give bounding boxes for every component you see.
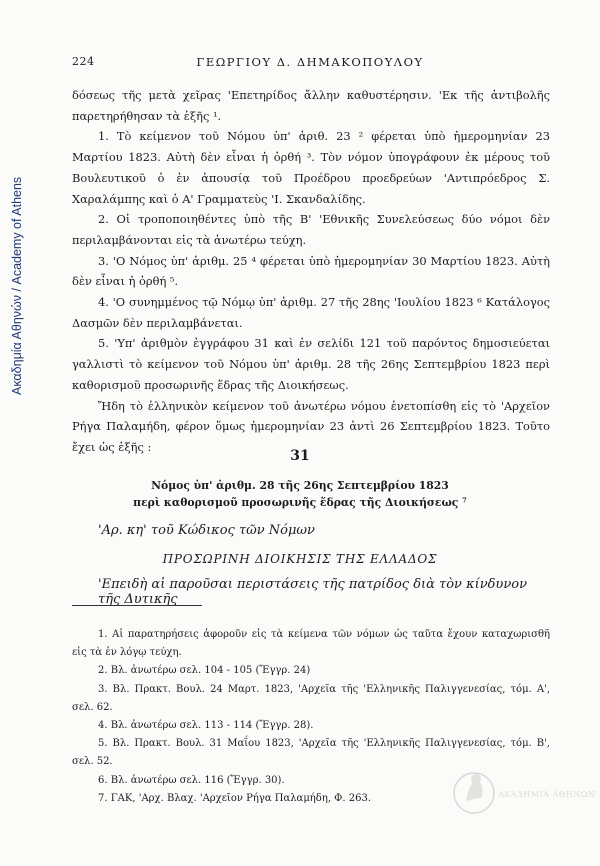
footnote-separator bbox=[72, 605, 202, 606]
paragraph-continuation: δόσεως τῆς μετὰ χεῖρας 'Επετηρίδος ἄλλην καθυστέρησιν. 'Εκ τῆς ἀντιβολῆς παρετηρήθησαν τὰ ἑξῆς ¹. bbox=[72, 88, 550, 123]
academy-side-label-text: Ακαδημία Αθηνών / Academy of Athens bbox=[10, 176, 24, 395]
law-title-line-2: περὶ καθορισμοῦ προσωρινῆς ἕδρας τῆς Διοικήσεως ⁷ bbox=[133, 496, 467, 509]
footnote-4: 4. Βλ. ἀνωτέρω σελ. 113 - 114 (Ἔγγρ. 28). bbox=[98, 720, 314, 732]
footnote-1: 1. Αἱ παρατηρήσεις ἀφοροῦν εἰς τὰ κείμενα τῶν νόμων ὡς ταῦτα ἔχουν καταχωρισθῆ εἰς τὰ ἐν λόγῳ τεύχη. bbox=[72, 629, 550, 659]
government-heading: ΠΡΟΣΩΡΙΝΗ ΔΙΟΙΚΗΣΙΣ ΤΗΣ ΕΛΛΑΔΟΣ bbox=[162, 552, 438, 566]
law-title-line-1: Νόμος ὑπ' ἀριθμ. 28 τῆς 26ης Σεπτεμβρίου 1823 bbox=[151, 479, 449, 492]
footnote-6: 6. Βλ. ἀνωτέρω σελ. 116 (Ἔγγρ. 30). bbox=[98, 774, 285, 786]
footnote-5: 5. Βλ. Πρακτ. Βουλ. 31 Μαΐου 1823, 'Αρχεῖα τῆς 'Ελληνικῆς Παλιγγενεσίας, τόμ. Β', σελ. 52. bbox=[72, 738, 550, 768]
paragraph-note-5: 5. 'Υπ' ἀριθμὸν ἐγγράφου 31 καὶ ἐν σελίδι 121 τοῦ παρόντος δημοσιεύεται γαλλιστὶ τὸ κείμενον τοῦ Νόμου ὑπ' ἀριθμ. 28 τῆς 26ης Σεπτεμβρίου 1823 περὶ καθορισμοῦ προσωρινῆς ἕδρας τῆς Διοικήσεως. bbox=[72, 336, 550, 392]
page-number: 224 bbox=[72, 55, 95, 68]
paragraph-archive: Ἤδη τὸ ἑλληνικὸν κείμενον τοῦ ἀνωτέρω νόμου ἐνετοπίσθη εἰς τὸ 'Αρχεῖον Ρήγα Παλαμήδη, φέρον ὅμως ἡμερομηνίαν 23 ἀντὶ 26 Σεπτεμβρίου 1823. Τοῦτο ἔχει ὡς ἑξῆς : bbox=[72, 398, 550, 454]
law-preamble: 'Επειδὴ αἱ παροῦσαι περιστάσεις τῆς πατρίδος διὰ τὸν κίνδυνον τῆς Δυτικῆς bbox=[98, 577, 527, 607]
paragraph-note-2: 2. Οἱ τροποποιηθέντες ὑπὸ τῆς Β' 'Εθνικῆς Συνελεύσεως δύο νόμοι δὲν περιλαμβάνονται εἰς τὰ ἀνωτέρω τεύχη. bbox=[72, 212, 550, 247]
watermark-text: ΑΚΑΔΗΜΙΑ ΑΘΗΝΩΝ bbox=[498, 790, 596, 799]
code-reference: 'Αρ. κη' τοῦ Κώδικος τῶν Νόμων bbox=[98, 523, 315, 538]
page-header bbox=[72, 55, 548, 73]
footnote-2: 2. Βλ. ἀνωτέρω σελ. 104 - 105 (Ἔγγρ. 24) bbox=[98, 665, 311, 677]
running-title: ΓΕΩΡΓΙΟΥ Δ. ΔΗΜΑΚΟΠΟΥΛΟΥ bbox=[196, 55, 424, 69]
document-number: 31 bbox=[290, 448, 310, 464]
footnote-7: 7. ΓΑΚ, 'Αρχ. Βλαχ. 'Αρχεῖον Ρήγα Παλαμήδη, Φ. 263. bbox=[98, 792, 371, 804]
paragraph-note-1: 1. Τὸ κείμενον τοῦ Νόμου ὑπ' ἀριθ. 23 ² φέρεται ὑπὸ ἡμερομηνίαν 23 Μαρτίου 1823. Αὐτὴ δὲν εἶναι ἡ ὀρθή ³. Τὸν νόμον ὑπογράφουν ἐκ μέρους τοῦ Βουλευτικοῦ ὁ ἐν ἀπουσίᾳ τοῦ Προέδρου προεδρεύων 'Αντιπρόεδρος Σ. Χαραλάμπης καὶ ὁ Α' Γραμματεὺς 'Ι. Σκανδαλίδης. bbox=[72, 129, 550, 206]
body-text bbox=[72, 85, 550, 458]
law-title bbox=[0, 477, 600, 511]
footnote-3: 3. Βλ. Πρακτ. Βουλ. 24 Μαρτ. 1823, 'Αρχεῖα τῆς 'Ελληνικῆς Παλιγγενεσίας, τόμ. Α', σελ. 62. bbox=[72, 683, 550, 713]
paragraph-note-3: 3. 'Ο Νόμος ὑπ' ἀριθμ. 25 ⁴ φέρεται ὑπὸ ἡμερομηνίαν 30 Μαρτίου 1823. Αὐτὴ δὲν εἶναι ἡ ὀρθή ⁵. bbox=[72, 253, 550, 289]
paragraph-note-4: 4. 'Ο συνημμένος τῷ Νόμῳ ὑπ' ἀριθμ. 27 τῆς 28ης 'Ιουλίου 1823 ⁶ Κατάλογος Δασμῶν δὲν περιλαμβάνεται. bbox=[72, 295, 550, 330]
academy-watermark bbox=[452, 757, 596, 832]
